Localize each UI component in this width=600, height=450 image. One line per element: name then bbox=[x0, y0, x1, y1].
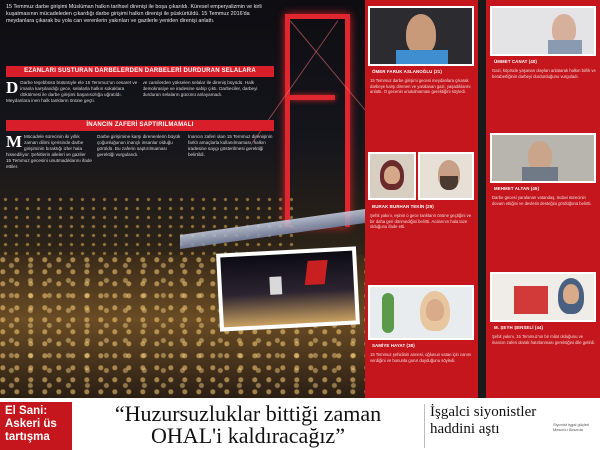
flag bbox=[269, 276, 282, 295]
portrait-caption: BURAK BURHAN TEKİN (29) bbox=[372, 204, 434, 209]
drop-cap: D bbox=[6, 80, 19, 97]
testimony-text: Darbe gecesi yaralanan vatandaş, tedavi sürecinin devam ettiğini ve devletin desteğini gördüğünü belirtti. bbox=[492, 195, 592, 206]
inset-photo-image bbox=[220, 251, 355, 328]
portrait-face bbox=[384, 166, 400, 184]
article-column: ve camilerden yükselen selalar ile direniş büyüdü. Halk demokrasiye ve iradesine sahip çıktı. Darbeciler, darbeyi durduran selaların gücünü anlayamadı. bbox=[142, 80, 258, 98]
portrait-face bbox=[406, 14, 436, 54]
portrait-photo bbox=[368, 152, 416, 200]
inset-photo bbox=[216, 246, 360, 331]
side-headline-box: El Sani: Askeri üs tartışma bbox=[0, 402, 72, 450]
drop-cap: M bbox=[6, 134, 23, 151]
portrait-photo bbox=[368, 285, 474, 340]
column-divider bbox=[424, 404, 425, 448]
portrait-beard bbox=[440, 176, 458, 190]
portrait-face bbox=[426, 299, 444, 321]
section-heading: İNANCIN ZAFERİ SAPTIRILMAMALI bbox=[6, 120, 274, 131]
column-gutter bbox=[478, 0, 486, 398]
testimony-text: Gazi, köprüde yaşanan olayları anlatarak halkın birlik ve beraberliğinin darbeyi durdurduğunu vurguladı. bbox=[492, 68, 596, 79]
article-column: D Darbe teşebbüsü bütünüyle ele 15 Temmuz'un cesaret ve imanla karşılandığı gece, selalarla halkın sokaklara dökülmesi ile darbe girişimi başarısızlığa uğratıldı. Meydanlara inen halk tankların önüne geçti. bbox=[6, 80, 138, 104]
portrait-caption: SAMİYE HAYAT (38) bbox=[372, 343, 415, 348]
article-columns bbox=[6, 80, 274, 118]
testimony-text: Şehit yakını, 15 Temmuz'un bir milat olduğunu ve inancın zaferi olarak hatırlanması gerektiğini dile getirdi. bbox=[492, 334, 596, 345]
intro-paragraph: 15 Temmuz darbe girişimi Müslüman halkın tarihsel direnişi ile boşa çıkarıldı. Küresel emperyalizmin ve kirli kuşatmasının mücadeleden çıkardığı darbe girişimi halkın direnişi ile püskürtüldü. 15 Temmuz 2016'da meydanlara çıkarak bu yola can verenlerin yakınları ve gazilerle yeniden direnişi anlattı. bbox=[6, 4, 262, 25]
turkish-flag bbox=[305, 260, 328, 285]
bridge-crossbeam bbox=[290, 95, 335, 100]
portrait-face bbox=[563, 284, 579, 304]
portrait-shirt bbox=[396, 50, 448, 66]
testimony-text: 15 Temmuz darbe girişimi gecesi meydanlara çıkarak darbeye karşı direnen ve yaralanan gazi, yaşadıklarını anlattı. O gecenin unutulmaması gerektiğini söyledi. bbox=[370, 78, 471, 95]
portrait-caption: ÖMER FARUK ASLANOĞLU (21) bbox=[372, 69, 442, 74]
portrait-photo bbox=[490, 133, 596, 183]
article-columns bbox=[6, 134, 274, 186]
portrait-shirt bbox=[522, 167, 558, 183]
framed-photo bbox=[514, 286, 548, 314]
portrait-shirt bbox=[548, 40, 582, 56]
portrait-photo bbox=[368, 6, 474, 66]
portrait-caption: ÜMMET CANAT (40) bbox=[494, 59, 537, 64]
portrait-photo bbox=[490, 272, 596, 322]
plant bbox=[382, 293, 394, 333]
section-heading: EZANLARI SUSTURAN DARBELERDEN DARBELERİ DURDURAN SELALARA bbox=[6, 66, 274, 77]
testimony-text: Şehit yakını, eşinin o gece tankların önüne geçtiğini ve bir daha geri dönmediğini belirtti. Acılarının hala taze olduğunu ifade etti. bbox=[370, 213, 472, 230]
portrait-photo bbox=[490, 6, 596, 56]
secondary-snippet: Siyonist işgal güçleri Mescid-i Aksa'da bbox=[553, 422, 590, 432]
portrait-photo bbox=[418, 152, 474, 200]
bridge-tower bbox=[285, 14, 350, 227]
testimony-text: 15 Temmuz şehidinin annesi, oğlunun vatan için canını verdiğini ve bununla gurur duyduğunu söyledi. bbox=[370, 352, 472, 363]
article-column: Darbe girişimine karşı direnenlerin büyük çoğunluğunun inançlı insanlar olduğu görüldü. Bu zaferin saptırılmaması gerektiği vurgulandı. bbox=[97, 134, 181, 158]
article-column: İnancın zaferi olan 15 Temmuz direnişinin farklı amaçlarla kullanılmaması, halkın iradesine saygı gösterilmesi gerektiği belirtildi. bbox=[188, 134, 273, 158]
portrait-caption: MEHMET ALTAN (45) bbox=[494, 186, 540, 191]
portrait-caption: M. ŞEYH ŞENSELİ (44) bbox=[494, 325, 544, 330]
secondary-headline: İşgalci siyonistler haddini aştı bbox=[430, 404, 537, 437]
main-headline: “Huzursuzluklar bittiği zaman OHAL'i kaldıracağız” bbox=[114, 401, 382, 448]
article-column: M Mücadele sürecinin iki yıllık zaman dilimi içerisinde darbe girişiminin bıraktığı izler hala hissediliyor. Şehitlerin aileleri ve gaziler 15 Temmuz gecesini unutmadıklarını ifade ettiler. bbox=[6, 134, 92, 170]
